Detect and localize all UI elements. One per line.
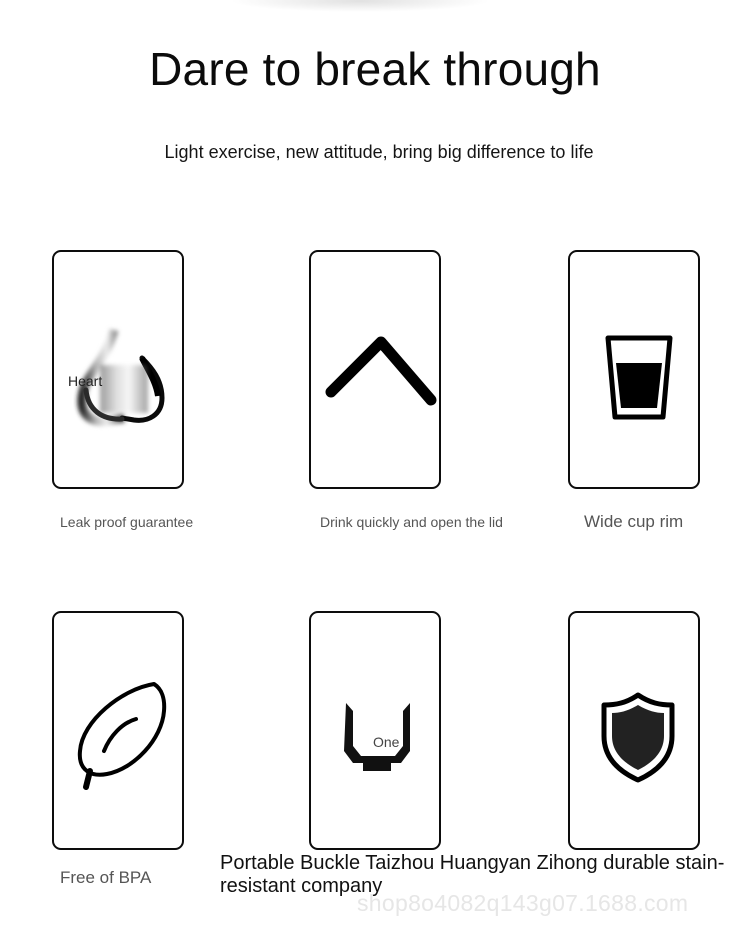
feature-card-shield <box>568 611 700 850</box>
icon-overlay-label: Heart <box>68 373 103 389</box>
leaf-icon <box>52 611 184 850</box>
feature-card-drink-quickly <box>309 250 441 489</box>
page-subtitle: Light exercise, new attitude, bring big difference to life <box>164 142 594 162</box>
feature-card-buckle <box>309 611 441 850</box>
feature-caption-wide-cup-rim: Wide cup rim <box>584 512 684 531</box>
feature-card-bpa-free <box>52 611 184 850</box>
feature-card-wide-cup-rim <box>568 250 700 489</box>
feature-caption-leak-proof: Leak proof guarantee <box>60 514 194 530</box>
company-name: Portable Buckle Taizhou Huangyan Zihong durable stain-resistant company <box>220 852 725 897</box>
feature-card-leak-proof <box>52 250 184 489</box>
feature-caption-drink-quickly: Drink quickly and open the lid <box>320 514 503 530</box>
buckle-icon <box>309 611 441 850</box>
chevron-up-icon <box>309 250 441 489</box>
icon-overlay-label: One <box>373 734 400 750</box>
water-drop-icon <box>52 250 184 489</box>
cup-icon <box>568 250 700 489</box>
shop-watermark: shop8o4082q143g07.1688.com <box>357 890 689 916</box>
feature-caption-bpa-free: Free of BPA <box>60 868 152 887</box>
shield-icon <box>568 611 700 850</box>
top-blur-decoration <box>230 0 490 12</box>
page-title: Dare to break through <box>149 43 601 95</box>
